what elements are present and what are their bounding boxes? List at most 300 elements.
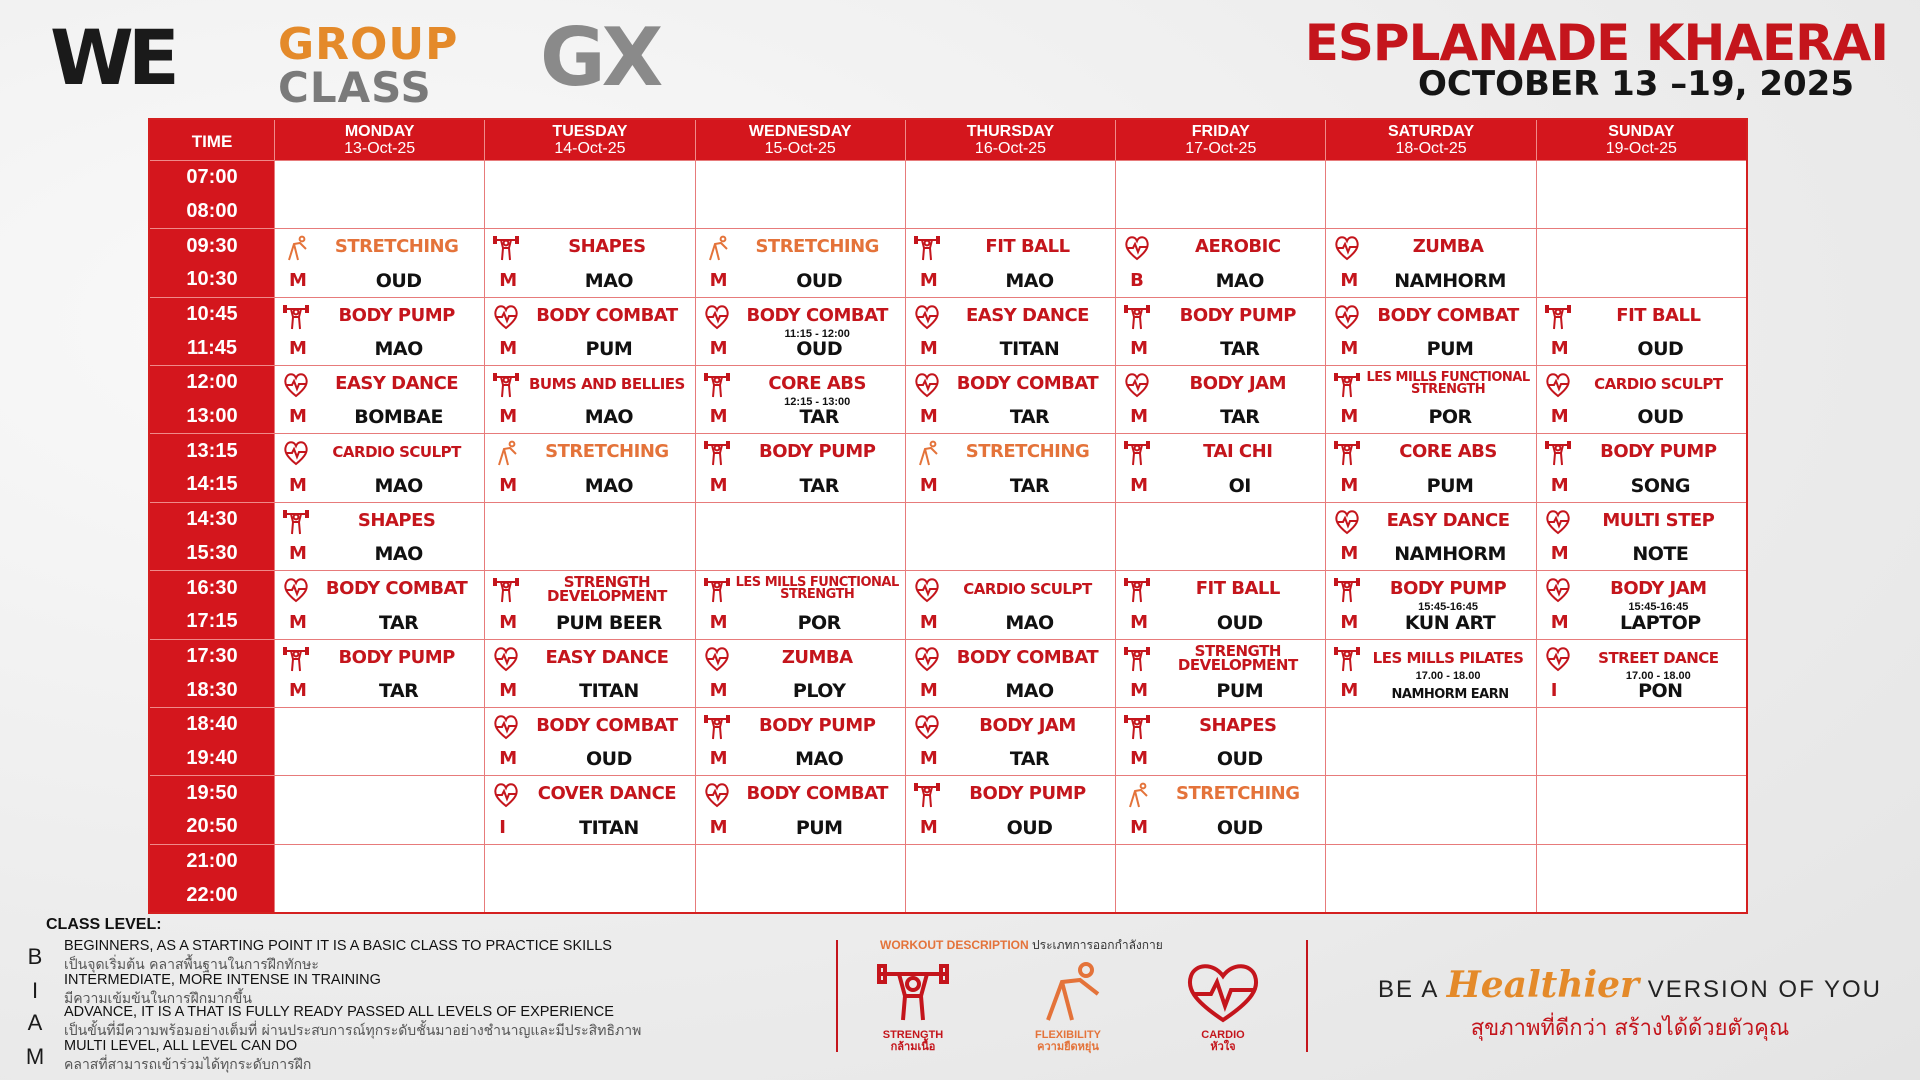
workout-label: FLEXIBILITY <box>1035 1029 1101 1041</box>
time-slot <box>150 639 274 707</box>
schedule-dates: OCTOBER 13 –19, 2025 <box>1418 64 1854 104</box>
instructor-name: MAO <box>584 474 634 497</box>
instructor-name: OUD <box>1216 816 1263 839</box>
class-level: M <box>1340 338 1359 360</box>
slogan-english: BE A Healthier VERSION OF YOU <box>1378 964 1882 1006</box>
cardio-icon <box>493 782 519 808</box>
flexibility-icon <box>1028 960 1108 1024</box>
class-level: M <box>499 338 518 360</box>
class-name: FIT BALL <box>985 236 1070 258</box>
empty-cell <box>905 160 1115 228</box>
class-name: EASY DANCE <box>545 646 669 668</box>
day-header <box>1115 120 1325 160</box>
class-name: STRETCHING <box>755 236 879 258</box>
class-name: STRETCHING <box>965 441 1090 463</box>
class-level: M <box>499 269 518 291</box>
cardio-icon <box>1334 509 1360 535</box>
time-start: 16:30 <box>186 576 238 599</box>
class-cell <box>1536 502 1746 570</box>
class-cell <box>1536 570 1746 638</box>
cardio-icon <box>283 372 309 398</box>
class-level: M <box>919 611 938 633</box>
class-cell <box>274 639 484 707</box>
class-name: TAI CHI <box>1203 441 1273 463</box>
class-cell <box>905 297 1115 365</box>
class-cell <box>1115 707 1325 775</box>
workout-description-title: WORKOUT DESCRIPTION ประเภทการออกกำลังกาย <box>880 938 1163 952</box>
workout-type-flexibility <box>1013 960 1123 1053</box>
level-description: BEGINNERS, AS A STARTING POINT IT IS A BASIC CLASS TO PRACTICE SKILLS <box>64 938 612 954</box>
time-start: 19:50 <box>186 781 238 804</box>
empty-cell <box>274 844 484 912</box>
instructor-name: MAO <box>1005 679 1054 702</box>
class-cell <box>1115 365 1325 433</box>
class-name: LES MILLS FUNCTIONAL STRENGTH <box>1366 370 1530 398</box>
class-level: M <box>289 679 307 701</box>
day-name: THURSDAY <box>966 123 1055 140</box>
empty-cell <box>484 502 694 570</box>
empty-cell <box>695 844 905 912</box>
class-level: M <box>499 474 518 496</box>
flexibility-icon <box>914 440 940 466</box>
time-slot <box>150 433 274 501</box>
class-level: M <box>1130 679 1149 701</box>
day-header <box>905 120 1115 160</box>
class-level: M <box>1340 474 1359 496</box>
class-level: M <box>499 611 518 633</box>
class-level: M <box>1340 679 1359 701</box>
workout-label-thai: กล้ามเนื้อ <box>890 1041 936 1053</box>
empty-cell <box>1536 707 1746 775</box>
class-name: CORE ABS <box>1399 441 1497 463</box>
time-end: 19:40 <box>186 746 238 769</box>
class-cell <box>905 228 1115 296</box>
class-level: M <box>709 269 728 291</box>
empty-cell <box>1115 160 1325 228</box>
time-start: 18:40 <box>186 713 238 736</box>
strength-icon <box>914 235 940 261</box>
class-level: M <box>289 269 307 291</box>
cardio-icon <box>704 304 730 330</box>
class-level: M <box>1340 406 1359 428</box>
legend-item <box>24 972 844 1007</box>
flexibility-icon <box>1124 782 1150 808</box>
instructor-name: PON <box>1638 679 1683 702</box>
empty-cell <box>1325 775 1535 843</box>
instructor-name: TAR <box>799 474 839 497</box>
cardio-icon <box>1334 304 1360 330</box>
empty-cell <box>1115 844 1325 912</box>
schedule-table <box>148 118 1748 914</box>
class-name: BODY PUMP <box>759 441 876 463</box>
class-name: BODY COMBAT <box>536 714 678 736</box>
class-level: M <box>1130 474 1149 496</box>
class-cell <box>695 433 905 501</box>
day-name: SATURDAY <box>1387 123 1475 140</box>
cardio-icon <box>1545 577 1571 603</box>
empty-cell <box>274 775 484 843</box>
class-name: MULTI STEP <box>1602 509 1715 531</box>
class-level: M <box>1550 406 1569 428</box>
class-level: M <box>499 679 518 701</box>
instructor-name: OUD <box>1006 816 1053 839</box>
class-level: M <box>289 611 307 633</box>
class-level: M <box>289 406 307 428</box>
level-key: B <box>27 944 43 969</box>
class-level: M <box>709 406 728 428</box>
class-level: I <box>499 816 506 838</box>
cardio-icon <box>493 714 519 740</box>
class-cell <box>1115 570 1325 638</box>
class-level: M <box>1340 611 1359 633</box>
class-cell <box>1115 297 1325 365</box>
slogan <box>1350 964 1910 1045</box>
slogan-thai: สุขภาพที่ดีกว่า สร้างได้ด้วยตัวคุณ <box>1470 1016 1790 1041</box>
instructor-name: KUN ART <box>1404 611 1496 634</box>
time-end: 22:00 <box>186 883 238 906</box>
class-name: LES MILLS FUNCTIONAL STRENGTH <box>735 575 899 603</box>
flexibility-icon <box>704 235 730 261</box>
strength-icon <box>704 440 730 466</box>
we-logo: WE <box>50 13 174 102</box>
legend-item <box>24 938 844 973</box>
instructor-name: OUD <box>1216 748 1263 771</box>
class-time: 17.00 - 18.00 <box>1415 669 1481 682</box>
class-name: SHAPES <box>1199 714 1277 736</box>
level-key: I <box>31 978 39 1003</box>
class-cell <box>274 297 484 365</box>
class-level: M <box>289 543 307 565</box>
day-header <box>1536 120 1746 160</box>
strength-icon <box>873 960 953 1024</box>
class-level: M <box>1550 474 1569 496</box>
class-level: M <box>709 474 728 496</box>
empty-cell <box>695 502 905 570</box>
empty-cell <box>1536 775 1746 843</box>
instructor-name: NAMHORM <box>1394 269 1506 292</box>
flexibility-icon <box>493 440 519 466</box>
class-time: 15:45-16:45 <box>1418 601 1479 614</box>
class-cell <box>695 365 905 433</box>
level-description-thai: มีความเข้มข้นในการฝึกมากขึ้น <box>64 991 252 1007</box>
time-start: 17:30 <box>186 644 238 667</box>
level-description-thai: เป็นจุดเริ่มต้น คลาสพื้นฐานในการฝึกทักษะ <box>64 957 319 973</box>
class-name: SHAPES <box>568 236 646 258</box>
class-level: M <box>919 474 938 496</box>
class-name: CARDIO SCULPT <box>1594 375 1723 394</box>
class-name: SHAPES <box>357 509 436 531</box>
strength-icon <box>914 782 940 808</box>
time-end: 08:00 <box>186 200 238 222</box>
cardio-icon <box>493 304 519 330</box>
empty-cell <box>1325 844 1535 912</box>
class-time: 11:15 - 12:00 <box>784 327 850 340</box>
strength-icon <box>283 509 309 535</box>
class-cell <box>1325 570 1535 638</box>
time-slot <box>150 502 274 570</box>
instructor-name: BOMBAE <box>354 406 443 429</box>
strength-icon <box>1124 440 1150 466</box>
instructor-name: TAR <box>378 679 419 702</box>
instructor-name: PUM <box>795 816 843 839</box>
instructor-name: TAR <box>799 406 839 429</box>
instructor-name: MAO <box>584 269 634 292</box>
instructor-name: TAR <box>1220 338 1260 361</box>
instructor-name: OUD <box>796 269 843 292</box>
class-name: BODY PUMP <box>969 783 1086 805</box>
class-name: LES MILLS PILATES <box>1372 648 1524 667</box>
cardio-icon <box>1124 372 1150 398</box>
empty-cell <box>1325 707 1535 775</box>
strength-icon <box>1334 577 1360 603</box>
class-time: 15:45-16:45 <box>1628 601 1689 614</box>
class-cell <box>695 707 905 775</box>
schedule-grid <box>148 118 1748 914</box>
empty-cell <box>1115 502 1325 570</box>
strength-icon <box>493 372 519 398</box>
day-name: FRIDAY <box>1191 123 1250 140</box>
strength-icon <box>493 577 519 603</box>
class-level: M <box>1550 543 1569 565</box>
strength-icon <box>283 304 309 330</box>
class-name: EASY DANCE <box>966 304 1089 326</box>
strength-icon <box>704 714 730 740</box>
empty-cell <box>1325 160 1535 228</box>
instructor-name: OUD <box>585 748 632 771</box>
class-level: M <box>289 474 307 496</box>
instructor-name: MAO <box>1215 269 1264 292</box>
class-name: AEROBIC <box>1195 236 1281 258</box>
instructor-name: PUM <box>1216 679 1264 702</box>
class-name: STRETCHING <box>334 236 459 258</box>
workout-description <box>838 928 1308 1078</box>
time-slot <box>150 365 274 433</box>
class-level: M <box>709 338 728 360</box>
class-cell <box>1115 433 1325 501</box>
class-cell <box>905 707 1115 775</box>
class-cell <box>484 570 694 638</box>
flexibility-icon <box>283 235 309 261</box>
class-cell <box>1536 433 1746 501</box>
time-end: 14:15 <box>186 473 238 496</box>
class-cell <box>484 433 694 501</box>
class-cell <box>1115 639 1325 707</box>
class-name: BODY PUMP <box>338 646 455 668</box>
branch-title: ESPLANADE KHAERAI <box>1304 14 1888 72</box>
class-cell <box>1536 639 1746 707</box>
time-start: 21:00 <box>186 849 238 872</box>
class-cell <box>905 365 1115 433</box>
class-level: M <box>919 748 938 770</box>
time-slot <box>150 775 274 843</box>
class-level: M <box>1130 611 1149 633</box>
empty-cell <box>1536 844 1746 912</box>
class-name: BODY PUMP <box>759 714 876 736</box>
strength-icon <box>283 646 309 672</box>
class-cell <box>695 775 905 843</box>
strength-icon <box>1334 440 1360 466</box>
legend-item <box>24 1004 844 1039</box>
class-level: M <box>1340 543 1359 565</box>
legend-title: CLASS LEVEL: <box>46 916 162 933</box>
cardio-icon <box>914 714 940 740</box>
instructor-name: TAR <box>378 611 419 634</box>
class-cell <box>1325 297 1535 365</box>
class-name: STRENGTH DEVELOPMENT <box>1177 641 1298 674</box>
class-cell <box>1115 228 1325 296</box>
class-level: M <box>709 679 728 701</box>
instructor-name: NAMHORM <box>1394 543 1506 566</box>
level-description: MULTI LEVEL, ALL LEVEL CAN DO <box>64 1038 298 1054</box>
strength-icon <box>1124 304 1150 330</box>
class-level: M <box>1550 611 1569 633</box>
instructor-name: LAPTOP <box>1619 611 1701 634</box>
time-end: 13:00 <box>186 405 238 428</box>
time-slot <box>150 707 274 775</box>
empty-cell <box>274 707 484 775</box>
class-level: M <box>919 816 938 838</box>
cardio-icon <box>283 577 309 603</box>
instructor-name: NOTE <box>1632 543 1689 566</box>
class-name: BODY PUMP <box>338 304 455 326</box>
class-name: FIT BALL <box>1616 304 1701 326</box>
time-start: 14:30 <box>186 508 238 531</box>
cardio-icon <box>493 646 519 672</box>
class-cell <box>484 297 694 365</box>
cardio-icon <box>914 304 940 330</box>
day-date: 18-Oct-25 <box>1395 140 1467 157</box>
empty-cell <box>484 160 694 228</box>
instructor-name: MAO <box>374 474 423 497</box>
class-cell <box>695 228 905 296</box>
class-name: BODY PUMP <box>1179 304 1296 326</box>
cardio-icon <box>1545 509 1571 535</box>
cardio-icon <box>1334 235 1360 261</box>
strength-icon <box>704 372 730 398</box>
class-level: B <box>1130 269 1144 291</box>
instructor-name: MAO <box>584 406 634 429</box>
class-name: BODY PUMP <box>1600 441 1717 463</box>
time-start: 07:00 <box>186 166 238 189</box>
class-cell <box>1325 228 1535 296</box>
level-description: INTERMEDIATE, MORE INTENSE IN TRAINING <box>64 972 381 988</box>
level-description-thai: คลาสที่สามารถเข้าร่วมได้ทุกระดับการฝึก <box>64 1057 312 1073</box>
class-name: ZUMBA <box>1412 236 1484 258</box>
class-name: BODY COMBAT <box>1377 304 1519 326</box>
workout-type-strength <box>858 960 968 1053</box>
class-name: BODY COMBAT <box>536 304 678 326</box>
class-cell <box>905 433 1115 501</box>
class-name: CORE ABS <box>768 373 866 395</box>
class-cell <box>1115 775 1325 843</box>
day-header <box>1325 120 1535 160</box>
instructor-name: TAR <box>1220 406 1260 429</box>
gx-logo: GX <box>540 11 660 104</box>
instructor-name: POR <box>1428 406 1472 429</box>
time-end: 20:50 <box>186 815 238 838</box>
cardio-icon <box>704 646 730 672</box>
day-date: 19-Oct-25 <box>1605 140 1677 157</box>
class-time: 12:15 - 13:00 <box>784 396 851 409</box>
workout-label: CARDIO <box>1201 1029 1245 1041</box>
class-cell <box>484 707 694 775</box>
instructor-name: OUD <box>796 338 843 361</box>
strength-icon <box>1124 714 1150 740</box>
day-date: 14-Oct-25 <box>554 140 626 157</box>
strength-icon <box>1334 646 1360 672</box>
class-level: M <box>1130 748 1149 770</box>
time-slot <box>150 160 274 228</box>
class-name: BODY COMBAT <box>956 373 1099 395</box>
instructor-name: MAO <box>795 748 844 771</box>
instructor-name: POR <box>797 611 841 634</box>
class-cell <box>274 228 484 296</box>
strength-icon <box>1124 646 1150 672</box>
instructor-name: PUM <box>1426 474 1474 497</box>
empty-cell <box>905 844 1115 912</box>
class-cell <box>1325 365 1535 433</box>
instructor-name: PUM <box>1426 338 1474 361</box>
class-name: FIT BALL <box>1195 578 1280 600</box>
class-level: M <box>709 611 728 633</box>
time-end: 11:45 <box>186 336 238 359</box>
class-cell <box>484 228 694 296</box>
empty-cell <box>695 160 905 228</box>
divider <box>1306 940 1308 1052</box>
time-start: 12:00 <box>186 371 238 394</box>
cardio-icon <box>283 440 309 466</box>
class-name: STRENGTH DEVELOPMENT <box>547 573 667 606</box>
instructor-name: OUD <box>1637 406 1684 429</box>
instructor-name: TAR <box>1009 474 1050 497</box>
time-slot <box>150 570 274 638</box>
class-cell <box>1325 502 1535 570</box>
strength-icon <box>1545 440 1571 466</box>
level-key: A <box>27 1010 43 1035</box>
class-name: ZUMBA <box>781 646 853 668</box>
instructor-name: PUM <box>585 338 633 361</box>
day-name: SUNDAY <box>1608 123 1675 140</box>
class-name: COVER DANCE <box>537 783 677 805</box>
strength-icon <box>1124 577 1150 603</box>
time-slot <box>150 297 274 365</box>
strength-icon <box>704 577 730 603</box>
strength-icon <box>1545 304 1571 330</box>
class-name: BODY JAM <box>979 714 1076 736</box>
instructor-name: TITAN <box>999 338 1060 361</box>
empty-cell <box>484 844 694 912</box>
class-name: STRETCHING <box>1176 783 1300 805</box>
class-name: EASY DANCE <box>335 373 459 395</box>
cardio-icon <box>914 577 940 603</box>
cardio-icon <box>1545 646 1571 672</box>
time-start: 09:30 <box>186 234 238 257</box>
brand-logo <box>50 11 750 112</box>
class-cell <box>274 433 484 501</box>
instructor-name: PLOY <box>792 679 846 702</box>
workout-label-thai: หัวใจ <box>1210 1041 1236 1053</box>
instructor-name: OUD <box>1216 611 1263 634</box>
class-level: M <box>919 269 938 291</box>
class-cell <box>484 639 694 707</box>
class-level: M <box>1340 269 1359 291</box>
class-cell <box>695 570 905 638</box>
time-end: 17:15 <box>186 610 238 633</box>
class-name: STRETCHING <box>545 441 669 463</box>
time-slot <box>150 228 274 296</box>
class-name: BODY COMBAT <box>956 646 1099 668</box>
class-level: M <box>919 406 938 428</box>
